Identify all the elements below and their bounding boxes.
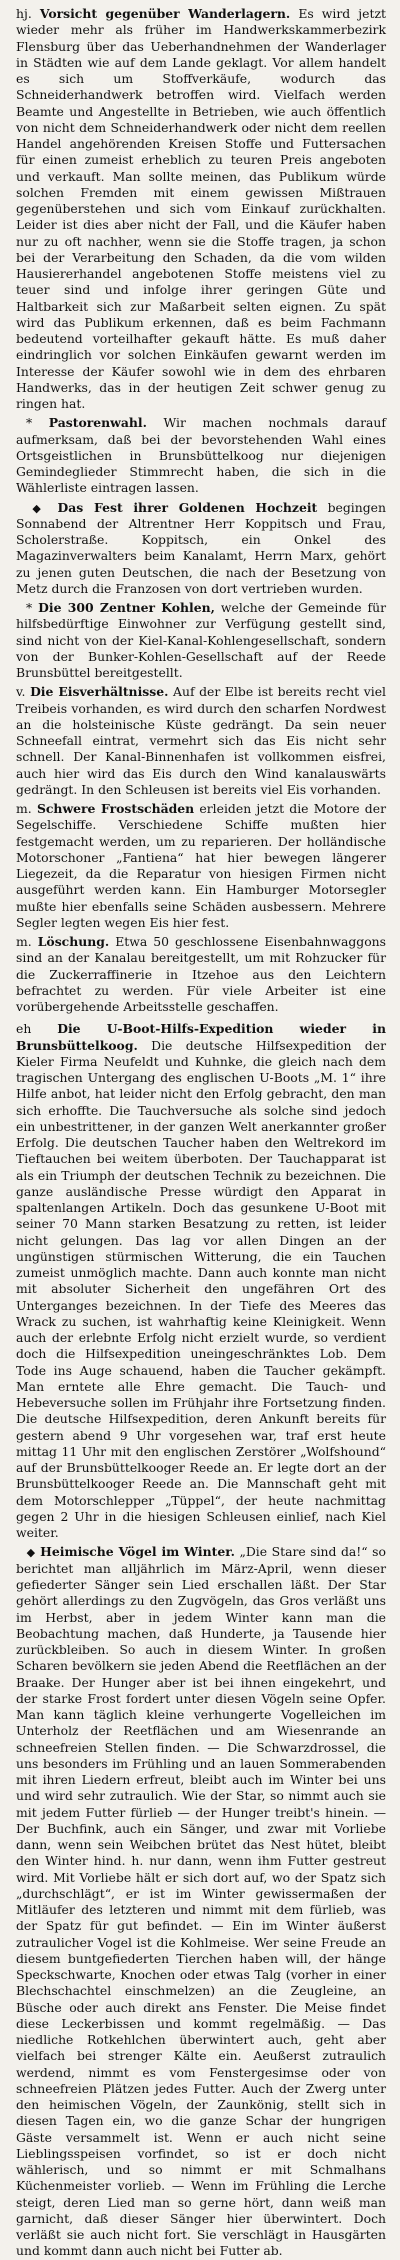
article-frostschaeden: [16, 801, 386, 931]
diamond-bullet-icon: ◆: [26, 1546, 36, 1560]
article-headline: Die Eisverhältnisse.: [30, 684, 169, 700]
article-author-mark: *: [26, 600, 33, 616]
article-body: erleiden jetzt die Motore der Segelschiffe. Verschiedene Schiffe mußten hier festgemacht werden, um zu reparieren. Der holländische Motorschoner „Fantiena“ hat hier bewegen längerer Liegezeit, da die Reparatur von hiesigen Firmen nicht ausgeführt werden kann. Ein Hamburger Motorsegler mußte hier ebenfalls seine Schäden ausbessern. Mehrere Segler legten wegen Eis hier fest.: [16, 801, 386, 930]
article-headline: Löschung.: [37, 934, 110, 950]
article-eisverhaeltnisse: [16, 684, 386, 798]
article-author-mark: m.: [16, 934, 32, 950]
article-body: Auf der Elbe ist bereits recht viel Treibeis vorhanden, es wird durch den scharfen Nordwest an die holsteinische Küste gedrängt. Da sein neuer Schneefall eintrat, vermehrt sich das Eis nicht sehr schnell. Der Kanal-Binnenhafen ist vollkommen eisfrei, auch hier wird das Eis durch den Wind kanalauswärts gedrängt. In den Schleusen ist bereits viel Eis vorhanden.: [16, 684, 386, 797]
article-author-mark: *: [26, 415, 33, 431]
article-pastorenwahl: [16, 415, 386, 496]
article-author-mark: eh: [16, 1021, 32, 1037]
article-headline: Das Fest ihrer Goldenen Hochzeit: [57, 499, 318, 515]
article-body: begingen Sonnabend der Altrentner Herr Koppitsch und Frau, Scholerstraße. Koppitsch, ein Onkel des Magazinverwalters beim Kanalamt, Herrn Marx, gehört zu jenen guten Deutschen, die nach der Besetzung von Metz durch die Franzosen von dort vertrieben wurden.: [16, 499, 386, 596]
article-body: „Die Stare sind da!“ so berichtet man alljährlich im März-April, wenn dieser gefiederter Sänger sein Lied erschallen läßt. Der Star gehört allerdings zu den Zugvögeln, das Gros verläßt uns im Herbst, aber in jedem Winter kann man die Beobachtung machen, daß Hunderte, ja Tausende hier zurückbleiben. So auch in diesem Winter. In großen Scharen bevölkern sie jeden Abend die Reetflächen an der Braake. Der Hunger aber ist bei ihnen eingekehrt, und der starke Frost fordert unter diesen Vögeln seine Opfer. Man kann täglich kleine verhungerte Vogelleichen im Unterholz der Reetflächen und am Wiesenrande an schneefreien Stellen finden. — Die Schwarzdrossel, die uns besonders im Frühling und an lauen Sommerabenden mit ihren Liedern erfreut, bleibt auch im Winter bei uns und wird sehr zutraulich. Wie der Star, so nimmt auch sie mit jedem Futter fürlieb — der Hunger treibt's hinein. — Der Buchfink, auch ein Sänger, und zwar mit Vorliebe dann, wenn sein Weibchen brütet das Nest hütet, bleibt den Winter hind. h. nur dann, wenn ihm Futter gestreut wird. Mit Vorliebe hält er sich dort auf, wo der Spatz sich „durchschlägt“, er ist im Winter gewissermaßen der Mitläufer des letzteren und nimmt mit dem fürlieb, was der Spatz für gut befindet. — Ein im Winter äußerst zutraulicher Vogel ist die Kohlmeise. Wer seine Freude an diesem buntgefiederten Tierchen haben will, der hänge Speckschwarte, Knochen oder etwas Talg (vorher in einer Blechschachtel einschmelzen) an die Zeugleine, an Büsche oder auch direkt ans Fenster. Die Meise findet diese Leckerbissen und kommt regelmäßig. — Das niedliche Rotkehlchen überwintert auch, geht aber vielfach bei strenger Kälte ein. Aeußerst zutraulich werdend, nimmt es vom Fenstergesimse oder von schneefreien Plätzen jedes Futter. Auch der Zwerg unter den heimischen Vögeln, der Zaunkönig, stellt sich in diesen Tagen ein, wo die ganze Schar der hungrigen Gäste versammelt ist. Wenn er auch nicht seine Lieblingsspeisen vorfindet, so ist er doch nicht wählerisch, und so nimmt er mit Schmalhans Küchenmeister vorlieb. — Wenn im Frühling die Lerche steigt, deren Lied man so gerne hört, dann weiß man garnicht, daß dieser Sänger hier überwintert. Doch verläßt sie auch nicht fort. Sie verschlägt in Hausgärten und kommt dann auch nicht bei Futter ab.: [16, 1544, 386, 2259]
article-author-mark: m.: [16, 801, 32, 817]
article-headline: Schwere Frostschäden: [36, 801, 195, 817]
article-body: welche der Gemeinde für hilfsbedürftige Einwohner zur Verfügung gestellt sind, sind nicht von der Kiel-Kanal-Kohlengesellschaft, sondern von der Bunker-Kohlen-Gesellschaft auf der Reede Brunsbüttel bereitgestellt.: [16, 600, 386, 681]
article-loeschung: [16, 934, 386, 1015]
article-headline: Die U-Boot-Hilfs-Expedition wieder in Brunsbüttelkoog.: [16, 1021, 386, 1053]
article-headline: Heimische Vögel im Winter.: [40, 1544, 235, 1560]
article-heimische-voegel: [16, 1544, 386, 2259]
article-headline: Vorsicht gegenüber Wanderlagern.: [39, 6, 291, 21]
article-author-mark: v.: [16, 684, 26, 700]
article-body: Etwa 50 geschlossene Eisenbahnwaggons sind an der Kanalau bereitgestellt, um mit Rohzucker für die Zuckerraffinerie in Itzehoe aus den Leichtern befrachtet zu werden. Für viele Arbeiter ist eine vorübergehende Arbeitsstelle geschaffen.: [16, 934, 386, 1015]
diamond-bullet-icon: ◆: [26, 501, 48, 515]
article-body: Wir machen nochmals darauf aufmerksam, daß bei der bevorstehenden Wahl eines Ortsgeistlichen in Brunsbüttelkoog nur diejenigen Gemindeglieder Stimmrecht haben, die sich in die Wählerliste eintragen lassen.: [16, 415, 386, 496]
article-author-mark: hj.: [16, 6, 32, 21]
article-goldene-hochzeit: [16, 500, 386, 598]
article-headline: Pastorenwahl.: [48, 415, 147, 431]
article-wanderlager: [16, 6, 386, 412]
article-body: Die deutsche Hilfsexpedition der Kieler Firma Neufeldt und Kuhnke, die gleich nach dem tragischen Untergang des englischen U-Boots „M. 1“ ihre Hilfe anbot, hat leider nicht den Erfolg gebracht, den man sich erhoffte. Die Tauchversuche als solche sind jedoch ein unbestrittener, in der ganzen Welt anerkannter großer Erfolg. Die deutschen Taucher haben den Weltrekord im Tieftauchen bei weitem überboten. Der Tauchapparat ist als ein Triumph der deutschen Technik zu bezeichnen. Die ganze ausländische Presse würdigt den Apparat in spaltenlangen Artikeln. Doch das gesunkene U-Boot mit seiner 70 Mann starken Besatzung zu retten, ist leider nicht gelungen. Das lag vor allen Dingen an der ungünstigen stürmischen Witterung, die ein Tauchen zumeist unmöglich machte. Dann auch konnte man nicht mit absoluter Sicherheit den ungefähren Ort des Unterganges bezeichnen. In der Tiefe des Meeres das Wrack zu suchen, ist wahrhaftig keine Kleinigkeit. Wenn auch der erlebnte Erfolg nicht erzielt wurde, so verdient doch die Hilfsexpedition uneingeschränktes Lob. Dem Tode ins Auge schauend, haben die Taucher gekämpft. Man erntete alle Ehre gemacht. Die Tauch- und Hebeversuche sollen im Frühjahr ihre Fortsetzung finden. Die deutsche Hilfsexpedition, deren Ankunft bereits für gestern abend 9 Uhr vorgesehen war, traf erst heute mittag 11 Uhr mit den englischen Zerstörer „Wolfshound“ auf der Brunsbüttelkooger Reede an. Er legte dort an der Brunsbüttelkooger Reede an. Die Mannschaft geht mit dem Motorschlepper „Tüppel“, der heute nachmittag gegen 2 Uhr in die hiesigen Schleusen einlief, nach Kiel weiter.: [16, 1037, 386, 1541]
article-headline: Die 300 Zentner Kohlen,: [38, 600, 215, 616]
article-kohlen: [16, 600, 386, 681]
article-body: Es wird jetzt wieder mehr als früher im Handwerkskammerbezirk Flensburg über das Ueberhandnehmen der Wanderlager in Städten wie auf dem Lande geklagt. Vor allem handelt es sich um Stoffverkäufe, wodurch das Schneiderhandwerk betroffen wird. Vielfach werden Beamte und Angestellte in Betrieben, wie auch öffentlich von nicht dem Schneiderhandwerk oder nicht dem reellen Handel angehörenden Kreisen Stoffe und Futtersachen für einen zumeist erheblich zu teuren Preis angeboten und verkauft. Man sollte meinen, das Publikum würde solchen Fremden mit einem gewissen Mißtrauen gegenüberstehen und sich vom Einkauf zurückhalten. Leider ist dies aber nicht der Fall, und die Käufer haben nur zu oft nachher, wenn sie die Stoffe tragen, ja schon bei der Verarbeitung den Schaden, da die vom wilden Hausiererhandel angebotenen Stoffe meistens viel zu teuer sind und infolge ihrer geringen Güte und Haltbarkeit sich zur Maßarbeit selten eignen. Zu spät wird das Publikum erkennen, daß es beim Fachmann bedeutend vorteilhafter gekauft hätte. Es muß daher eindringlich vor solchen Einkäufen gewarnt werden im Interesse der Käufer sowohl wie in dem des ehrbaren Handwerks, das in der heutigen Zeit schwer genug zu ringen hat.: [16, 6, 386, 411]
article-u-boot-expedition: [16, 1021, 386, 1541]
